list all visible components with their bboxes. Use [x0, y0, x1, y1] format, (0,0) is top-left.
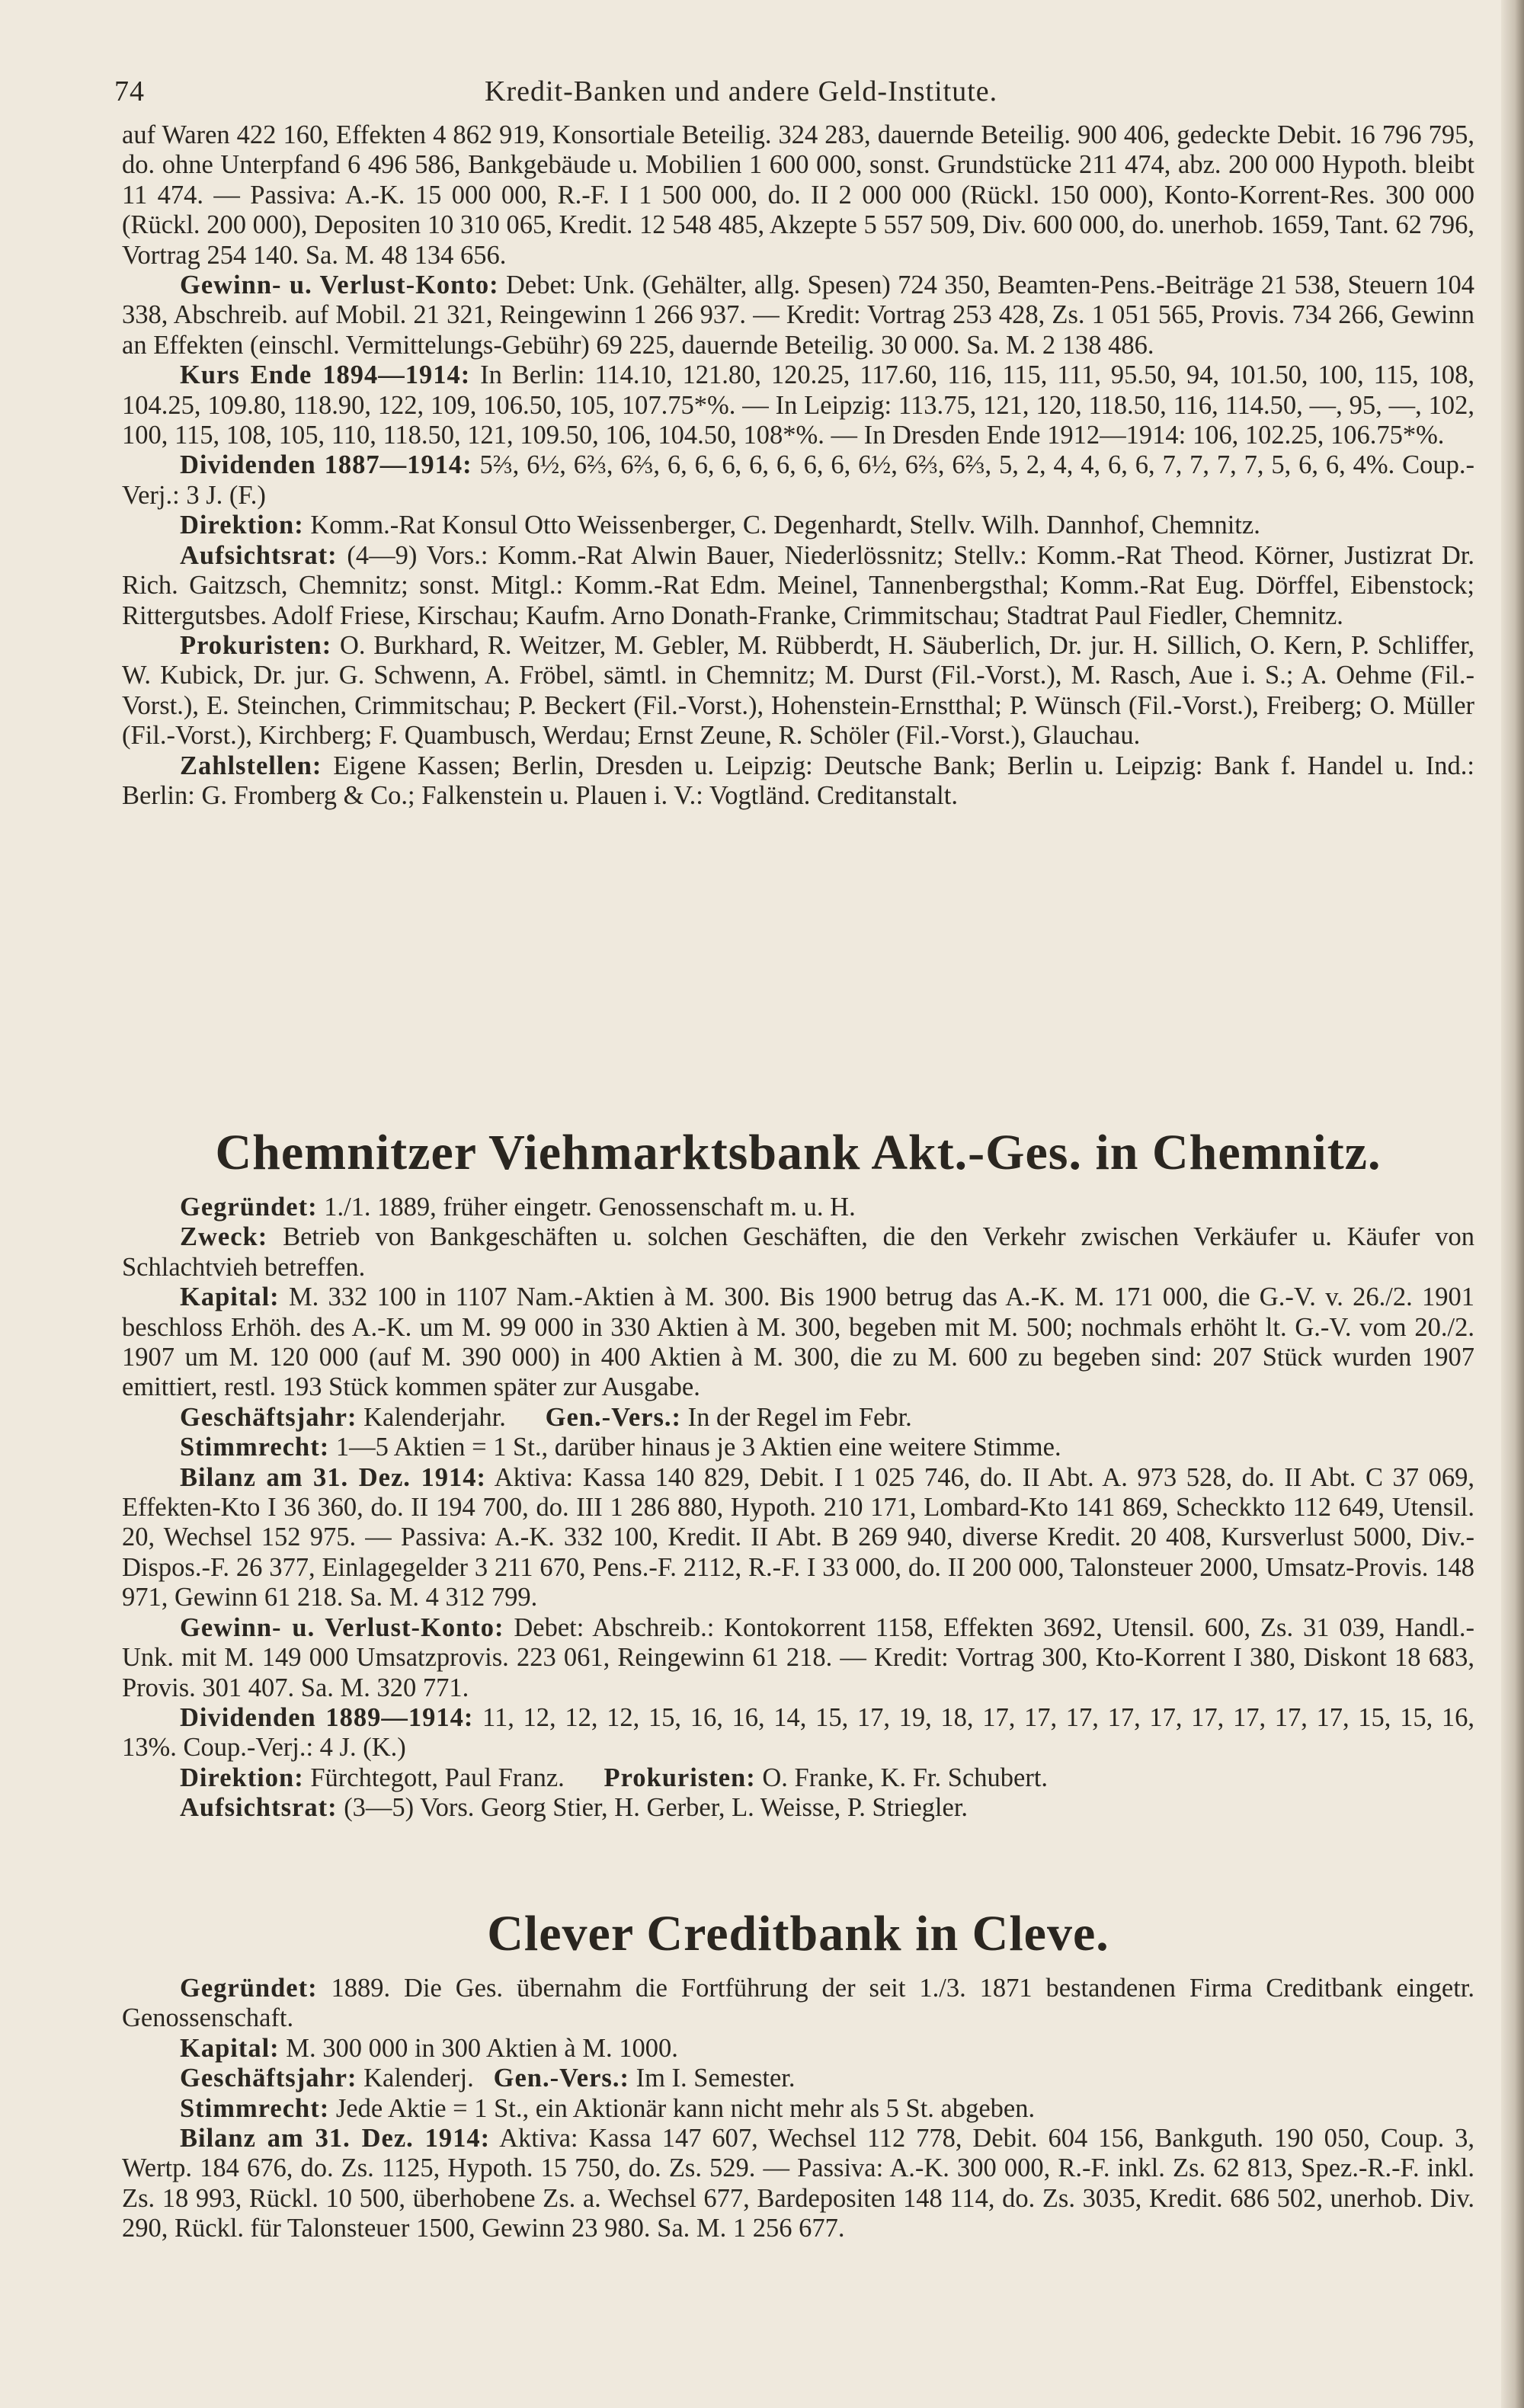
stimmrecht-text: Jede Aktie = 1 St., ein Aktionär kann nicht mehr als 5 St. abgeben. [335, 2093, 1036, 2123]
kapital-text: M. 332 100 in 1107 Nam.-Aktien à M. 300. Bis 1900 betrug das A.-K. M. 171 000, die G.-V. v. 26./2. 1901 beschloss Erhöh. des A.-K. um M. 99 000 in 330 Aktien à M. 300, begeben mit M. 500; nochmals erhöht lt. G.-V. vom 20./2. 1907 um M. 120 000 (auf M. 390 000) in 400 Aktien à M. 300, die zu M. 600 zu begeben sind: 207 Stück wurden 1907 emittiert, restl. 193 Stück kommen später zur Ausgabe. [122, 1282, 1474, 1402]
running-title: Kredit-Banken und andere Geld-Institute. [485, 75, 998, 107]
stimmrecht-text: 1—5 Aktien = 1 St., darüber hinaus je 3 Aktien eine weitere Stimme. [335, 1433, 1061, 1462]
gen-vers-label: Gen.-Vers.: [545, 1402, 682, 1432]
prokuristen-label: Prokuristen: [604, 1763, 756, 1792]
balance-paragraph [122, 120, 1474, 271]
bilanz-paragraph [122, 2124, 1474, 2244]
prokuristen-text: O. Burkhard, R. Weitzer, M. Gebler, M. Rübberdt, H. Säuberlich, Dr. jur. H. Sillich, O. Kern, P. Schliffer, W. Kubick, Dr. jur. G. Schwenn, A. Fröbel, sämtl. in Chemnitz; M. Durst (Fil.-Vorst.), M. Rasch, Aue i. S.; A. Oehme (Fil.-Vorst.), E. Steinchen, Crimmitschau; P. Beckert (Fil.-Vorst.), Hohenstein-Ernstthal; P. Wünsch (Fil.-Vorst.), Freiberg; O. Müller (Fil.-Vorst.), Kirchberg; F. Quambusch, Werdau; Ernst Zeune, R. Schöler (Fil.-Vorst.), Glauchau. [122, 630, 1475, 751]
bilanz-paragraph [122, 1463, 1474, 1613]
aufsichtsrat-label: Aufsichtsrat: [180, 540, 338, 570]
prokuristen-label: Prokuristen: [180, 630, 332, 660]
aufsichtsrat-text: (4—9) Vors.: Komm.-Rat Alwin Bauer, Niederlössnitz; Stellv.: Komm.-Rat Theod. Körner, Justizrat Dr. Rich. Gaitzsch, Chemnitz; sonst. Mitgl.: Komm.-Rat Edm. Meinel, Tannenbergsthal; Komm.-Rat Eug. Dörffel, Eibenstock; Rittergutsbes. Adolf Friese, Kirschau; Kaufm. Arno Donath-Franke, Crimmitschau; Stadtrat Paul Fiedler, Chemnitz. [122, 540, 1474, 630]
aufsichtsrat-text: (3—5) Vors. Georg Stier, H. Gerber, L. Weisse, P. Striegler. [344, 1793, 969, 1823]
dividenden-label: Dividenden 1887—1914: [180, 450, 472, 480]
zweck-label: Zweck: [180, 1222, 268, 1252]
aufsichtsrat-paragraph [122, 541, 1474, 631]
section-chemnitzer-viehmarktsbank [122, 1193, 1474, 1939]
dividenden-paragraph [122, 1703, 1474, 1763]
bank-title-cleve: Clever Creditbank in Cleve. [487, 1906, 1109, 1961]
dividenden-label: Dividenden 1889—1914: [180, 1702, 474, 1732]
direktion-text: Komm.-Rat Konsul Otto Weissenberger, C. Degenhardt, Stellv. Wilh. Dannhof, Chemnitz. [310, 511, 1260, 540]
dividenden-paragraph [122, 450, 1474, 511]
kapital-paragraph [122, 1282, 1474, 1403]
direktion-text: Fürchtegott, Paul Franz. [310, 1763, 565, 1792]
dividenden-text: 11, 12, 12, 12, 15, 16, 16, 14, 15, 17, 19, 18, 17, 17, 17, 17, 17, 17, 17, 17, 17, 15, 15, 16, 13%. Coup.-Verj.: 4 J. (K.) [122, 1702, 1475, 1763]
stimmrecht-paragraph [122, 1433, 1474, 1462]
balance-text: auf Waren 422 160, Effekten 4 862 919, Konsortiale Beteilig. 324 283, dauernde Beteilig. 900 406, gedeckte Debit. 16 796 795, do. ohne Unterpfand 6 496 586, Bankgebäude u. Mobilien 1 600 000, sonst. Grundstücke 211 474, abz. 200 000 Hypoth. bleibt 11 474. — Passiva: A.-K. 15 000 000, R.-F. I 1 500 000, do. II 2 000 000 (Rückl. 150 000), Konto-Korrent-Res. 300 000 (Rückl. 200 000), Depositen 10 310 065, Kredit. 12 548 485, Akzepte 5 557 509, Div. 600 000, do. unerhob. 1659, Tant. 62 796, Vortrag 254 140. Sa. M. 48 134 656. [122, 120, 1474, 270]
kapital-text: M. 300 000 in 300 Aktien à M. 1000. [286, 2033, 678, 2063]
dividenden-text: 5⅔, 6½, 6⅔, 6⅔, 6, 6, 6, 6, 6, 6, 6, 6½, 6⅔, 6⅔, 5, 2, 4, 4, 6, 6, 7, 7, 7, 7, 5, 6, 6, 4%. Coup.-Verj.: 3 J. (F.) [122, 450, 1475, 510]
zweck-paragraph [122, 1222, 1474, 1282]
prokuristen-paragraph [122, 631, 1474, 751]
gv-text: Debet: Unk. (Gehälter, allg. Spesen) 724 350, Beamten-Pens.-Beiträge 21 538, Steuern 104 338, Abschreib. auf Mobil. 21 321, Reingewinn 1 266 937. — Kredit: Vortrag 253 428, Zs. 1 051 565, Provis. 734 266, Gewinn an Effekten (einschl. Vermittelungs-Gebühr) 69 225, dauernde Beteilig. 30 000. Sa. M. 2 138 486. [122, 271, 1475, 360]
stimmrecht-paragraph [122, 2094, 1474, 2124]
gv-paragraph [122, 271, 1474, 360]
section-heading-chemnitz [122, 1124, 1474, 1182]
direktion-paragraph [122, 1763, 1474, 1793]
kurs-paragraph [122, 360, 1474, 450]
geschaeftsjahr-text: Kalenderj. [363, 2064, 474, 2093]
kapital-label: Kapital: [180, 2033, 280, 2063]
geschaeftsjahr-text: Kalenderjahr. [363, 1402, 506, 1432]
bilanz-text: Aktiva: Kassa 140 829, Debit. I 1 025 746, do. II Abt. A. 973 528, do. II Abt. C 37 069, Effekten-Kto I 36 360, do. II 194 700, do. III 1 286 880, Hypoth. 210 171, Lombard-Kto 141 869, Scheckkto 112 649, Utensil. 20, Wechsel 152 975. — Passiva: A.-K. 332 100, Kredit. II Abt. B 269 940, diverse Kredit. 20 408, Kursverlust 5000, Div.-Dispos.-F. 26 377, Einlagegelder 3 211 670, Pens.-F. 2112, R.-F. I 33 000, do. II 200 000, Talonsteuer 2000, Umsatz-Provis. 148 971, Gewinn 61 218. Sa. M. 4 312 799. [122, 1462, 1474, 1612]
gen-vers-label: Gen.-Vers.: [493, 2064, 629, 2093]
geschaeftsjahr-paragraph [122, 2064, 1474, 2093]
gen-vers-text: In der Regel im Febr. [687, 1402, 912, 1432]
section-previous-bank [122, 120, 1474, 1088]
zahlstellen-label: Zahlstellen: [180, 751, 322, 780]
direktion-paragraph [122, 511, 1474, 540]
geschaeftsjahr-label: Geschäftsjahr: [180, 1402, 357, 1432]
bilanz-label: Bilanz am 31. Dez. 1914: [180, 2124, 491, 2153]
gegruendet-paragraph [122, 1974, 1474, 2034]
gegruendet-label: Gegründet: [180, 1193, 318, 1222]
gegruendet-text: 1889. Die Ges. übernahm die Fortführung der seit 1./3. 1871 bestandenen Firma Creditbank eingetr. Genossenschaft. [122, 1974, 1474, 2033]
bilanz-text: Aktiva: Kassa 147 607, Wechsel 112 778, Debit. 604 156, Bankguth. 190 050, Coup. 3, Wertp. 184 676, do. Zs. 1125, Hypoth. 15 750, do. Zs. 529. — Passiva: A.-K. 300 000, R.-F. inkl. Zs. 62 813, Spez.-R.-F. inkl. Zs. 18 993, Rückl. 10 500, überhobene Zs. a. Wechsel 677, Bardepositen 148 114, do. Zs. 3035, Kredit. 686 502, unerhob. Div. 290, Rückl. für Talonsteuer 1500, Gewinn 23 980. Sa. M. 1 256 677. [122, 2124, 1474, 2243]
gegruendet-paragraph [122, 1193, 1474, 1222]
stimmrecht-label: Stimmrecht: [180, 1433, 330, 1462]
gv-label: Gewinn- u. Verlust-Konto: [180, 271, 499, 300]
guv-label: Gewinn- u. Verlust-Konto: [180, 1612, 504, 1642]
stimmrecht-label: Stimmrecht: [180, 2093, 330, 2123]
kapital-paragraph [122, 2034, 1474, 2064]
prokuristen-text: O. Franke, K. Fr. Schubert. [762, 1763, 1049, 1792]
kurs-text: In Berlin: 114.10, 121.80, 120.25, 117.60, 116, 115, 111, 95.50, 94, 101.50, 100, 115, 108, 104.25, 109.80, 118.90, 122, 109, 106.50, 105, 107.75*%. — In Leipzig: 113.75, 121, 120, 118.50, 116, 114.50, —, 95, —, 102, 100, 115, 108, 105, 110, 118.50, 121, 109.50, 106, 104.50, 108*%. — In Dresden Ende 1912—1914: 106, 102.25, 106.75*%. [122, 360, 1474, 450]
zahlstellen-paragraph [122, 751, 1474, 812]
kapital-label: Kapital: [180, 1282, 280, 1312]
aufsichtsrat-paragraph [122, 1793, 1474, 1823]
geschaeftsjahr-label: Geschäftsjahr: [180, 2064, 357, 2093]
zweck-text: Betrieb von Bankgeschäften u. solchen Geschäften, die den Verkehr zwischen Verkäufer u. Käufer von Schlachtvieh betreffen. [122, 1222, 1475, 1282]
bank-title-chemnitz: Chemnitzer Viehmarktsbank Akt.-Ges. in Chemnitz. [215, 1125, 1382, 1180]
page-edge-shadow [1501, 0, 1524, 2408]
guv-paragraph [122, 1613, 1474, 1703]
bilanz-label: Bilanz am 31. Dez. 1914: [180, 1462, 486, 1492]
guv-text: Debet: Abschreib.: Kontokorrent 1158, Effekten 3692, Utensil. 600, Zs. 31 039, Handl.-Unk. mit M. 149 000 Umsatzprovis. 223 061, Reingewinn 61 218. — Kredit: Vortrag 300, Kto-Korrent I 380, Diskont 18 683, Provis. 301 407. Sa. M. 320 771. [122, 1612, 1475, 1702]
page-number: 74 [114, 75, 145, 107]
gegruendet-label: Gegründet: [180, 1974, 318, 2003]
gen-vers-text: Im I. Semester. [636, 2064, 796, 2093]
section-clever-creditbank [122, 1974, 1474, 2385]
running-header [114, 75, 1478, 113]
aufsichtsrat-label: Aufsichtsrat: [180, 1793, 338, 1823]
zahlstellen-text: Eigene Kassen; Berlin, Dresden u. Leipzig: Deutsche Bank; Berlin u. Leipzig: Bank f. Handel u. Ind.: Berlin: G. Fromberg & Co.; Falkenstein u. Plauen i. V.: Vogtländ. Creditanstalt. [122, 751, 1474, 810]
kurs-label: Kurs Ende 1894—1914: [180, 360, 471, 390]
geschaeftsjahr-paragraph [122, 1403, 1474, 1433]
direktion-label: Direktion: [180, 1763, 304, 1792]
gegruendet-text: 1./1. 1889, früher eingetr. Genossenschaft m. u. H. [324, 1193, 856, 1222]
section-heading-cleve [122, 1905, 1474, 1963]
direktion-label: Direktion: [180, 511, 304, 540]
